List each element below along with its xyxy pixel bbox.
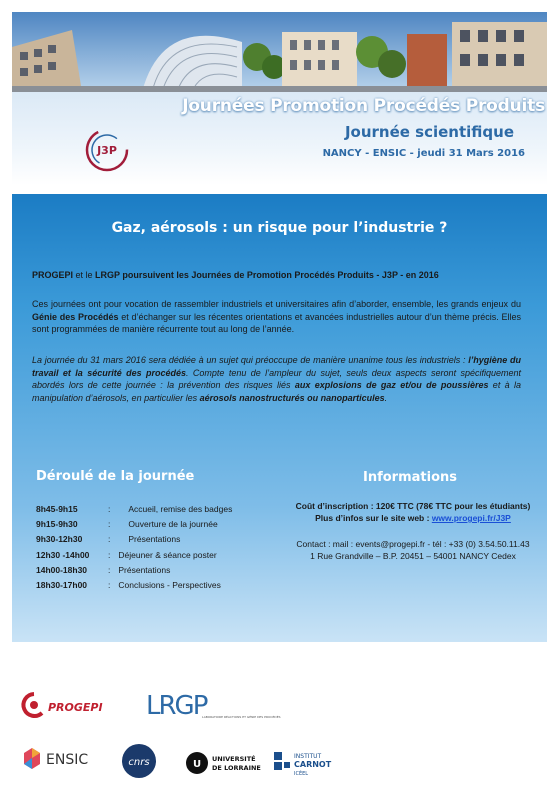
program-item (36, 565, 232, 580)
ensic-logo (20, 744, 102, 781)
cnrs-logo-mark (120, 742, 158, 780)
ensic-logo-text: ENSIC (46, 752, 89, 768)
program-sep: : (108, 519, 111, 530)
info-address: 1 Rue Grandville – B.P. 20451 – 54001 NANCY Cedex (310, 551, 516, 561)
institut-carnot-logo (274, 750, 338, 785)
program-time: 8h45-9h15 (36, 504, 78, 514)
cnrs-logo-text: cnrs (128, 757, 150, 768)
lrgp-logo-mark (146, 686, 281, 728)
header-date: NANCY - ENSIC - jeudi 31 Mars 2016 (322, 148, 525, 159)
program-time: 12h30 -14h00 (36, 549, 90, 560)
theme-highlight-hygiene: l’hygiène du travail et la sécurité des procédés (32, 355, 521, 378)
progepi-logo-mark (20, 690, 130, 722)
progepi-logo (20, 690, 130, 727)
theme-text-c: . Compte tenu de l’ampleur du sujet, seuls deux aspects seront spécifiquement abordés lors de cette journée : la prévention des risques liés (32, 367, 521, 390)
theme-paragraph (32, 354, 521, 404)
program-sep: : (108, 564, 111, 575)
theme-text-e: et à la manipulation d’aérosols, en particulier les (32, 380, 522, 403)
info-title: Informations (363, 470, 458, 485)
buildings-image (12, 12, 547, 92)
carnot-text-1: INSTITUT (294, 753, 322, 760)
program-time: 9h15-9h30 (36, 519, 78, 530)
universite-lorraine-logo (186, 750, 261, 781)
header-photo (12, 12, 547, 92)
lrgp-name: LRGP (95, 270, 120, 280)
theme-text-a: La journée du 31 mars 2016 sera dédiée à un sujet qui préoccupe de manière unanime tous les industriels : (32, 355, 469, 365)
purpose-paragraph (32, 298, 521, 336)
purpose-highlight: Génie des Procédés (32, 311, 119, 322)
program-label: Accueil, remise des badges (128, 504, 233, 514)
j3p-logo (82, 125, 132, 175)
cnrs-logo (120, 742, 158, 785)
header-subtitle: Journée scientifique (344, 123, 514, 141)
website-link[interactable]: www.progepi.fr/J3P (431, 513, 511, 523)
lrgp-logo-small: LABORATOIRE RÉACTIONS ET GÉNIE DES PROCÉDÉS (202, 715, 281, 719)
program-label: Ouverture de la journée (128, 519, 218, 530)
program-item (36, 550, 232, 565)
program-label: Présentations (128, 534, 181, 545)
ul-text-2: DE LORRAINE (212, 764, 261, 772)
program-item (36, 519, 232, 534)
ul-text-1: UNIVERSITÉ (212, 755, 256, 763)
program-sep: : (108, 534, 111, 545)
universite-lorraine-logo-mark (186, 750, 261, 776)
institut-carnot-logo-mark (274, 750, 338, 780)
program-time: 9h30-12h30 (36, 534, 83, 545)
intro-rest: poursuivent les Journées de Promotion Procédés Produits - J3P - en 2016 (119, 270, 439, 280)
carnot-text-2: CARNOT (294, 760, 332, 769)
theme-highlight-explosions: aux explosions de gaz et/ou de poussières (294, 380, 489, 390)
event-title: Gaz, aérosols : un risque pour l’industrie ? (111, 220, 448, 236)
program-sep: : (108, 504, 111, 514)
info-cost: Coût d’inscription : 120€ TTC (78€ TTC pour les étudiants) (295, 501, 531, 511)
purpose-text-c: et d’échanger sur les récentes orientations et avancées industrielles autour d’un thème précis. Elles sont programmées de manière récurrente tout au long de l’année. (32, 311, 521, 334)
program-sep: : (108, 579, 111, 590)
program-list (36, 504, 232, 595)
theme-highlight-aerosols: aérosols nanostructurés ou nanoparticules (199, 392, 385, 403)
svg-text:U: U (192, 759, 202, 770)
program-item (36, 504, 232, 519)
intro-paragraph (32, 269, 521, 282)
info-site-prefix: Plus d’infos sur le site web : (315, 513, 432, 523)
program-item (36, 580, 232, 595)
program-time: 18h30-17h00 (36, 579, 88, 590)
program-item (36, 534, 232, 549)
program-label: Conclusions - Perspectives (118, 579, 221, 590)
program-time: 14h00-18h30 (36, 564, 88, 575)
carnot-text-3: ICÉEL (294, 771, 309, 777)
program-sep: : (108, 549, 111, 560)
info-site-line (268, 512, 558, 524)
header-title: Journées Promotion Procédés Produits (182, 96, 545, 116)
j3p-logo-mark (82, 125, 132, 175)
info-contact: Contact : mail : events@progepi.fr - tél : +33 (0) 3.54.50.11.43 (296, 539, 530, 549)
intro-mid: et le (73, 270, 96, 280)
program-label: Déjeuner & séance poster (118, 549, 217, 560)
progepi-name: PROGEPI (32, 270, 74, 280)
ensic-logo-mark (20, 744, 102, 776)
program-label: Présentations (118, 564, 171, 575)
lrgp-logo (146, 686, 281, 733)
program-title: Déroulé de la journée (36, 469, 195, 484)
j3p-logo-text: J3P (97, 144, 117, 157)
info-block (268, 500, 558, 562)
purpose-text-a: Ces journées ont pour vocation de rassembler industriels et universitaires afin d’aborder, ensemble, les grands enjeux du (32, 299, 521, 309)
progepi-logo-text: PROGEPI (48, 701, 103, 714)
theme-text-g: . (384, 392, 388, 403)
lrgp-logo-text: LRGP (146, 691, 207, 721)
